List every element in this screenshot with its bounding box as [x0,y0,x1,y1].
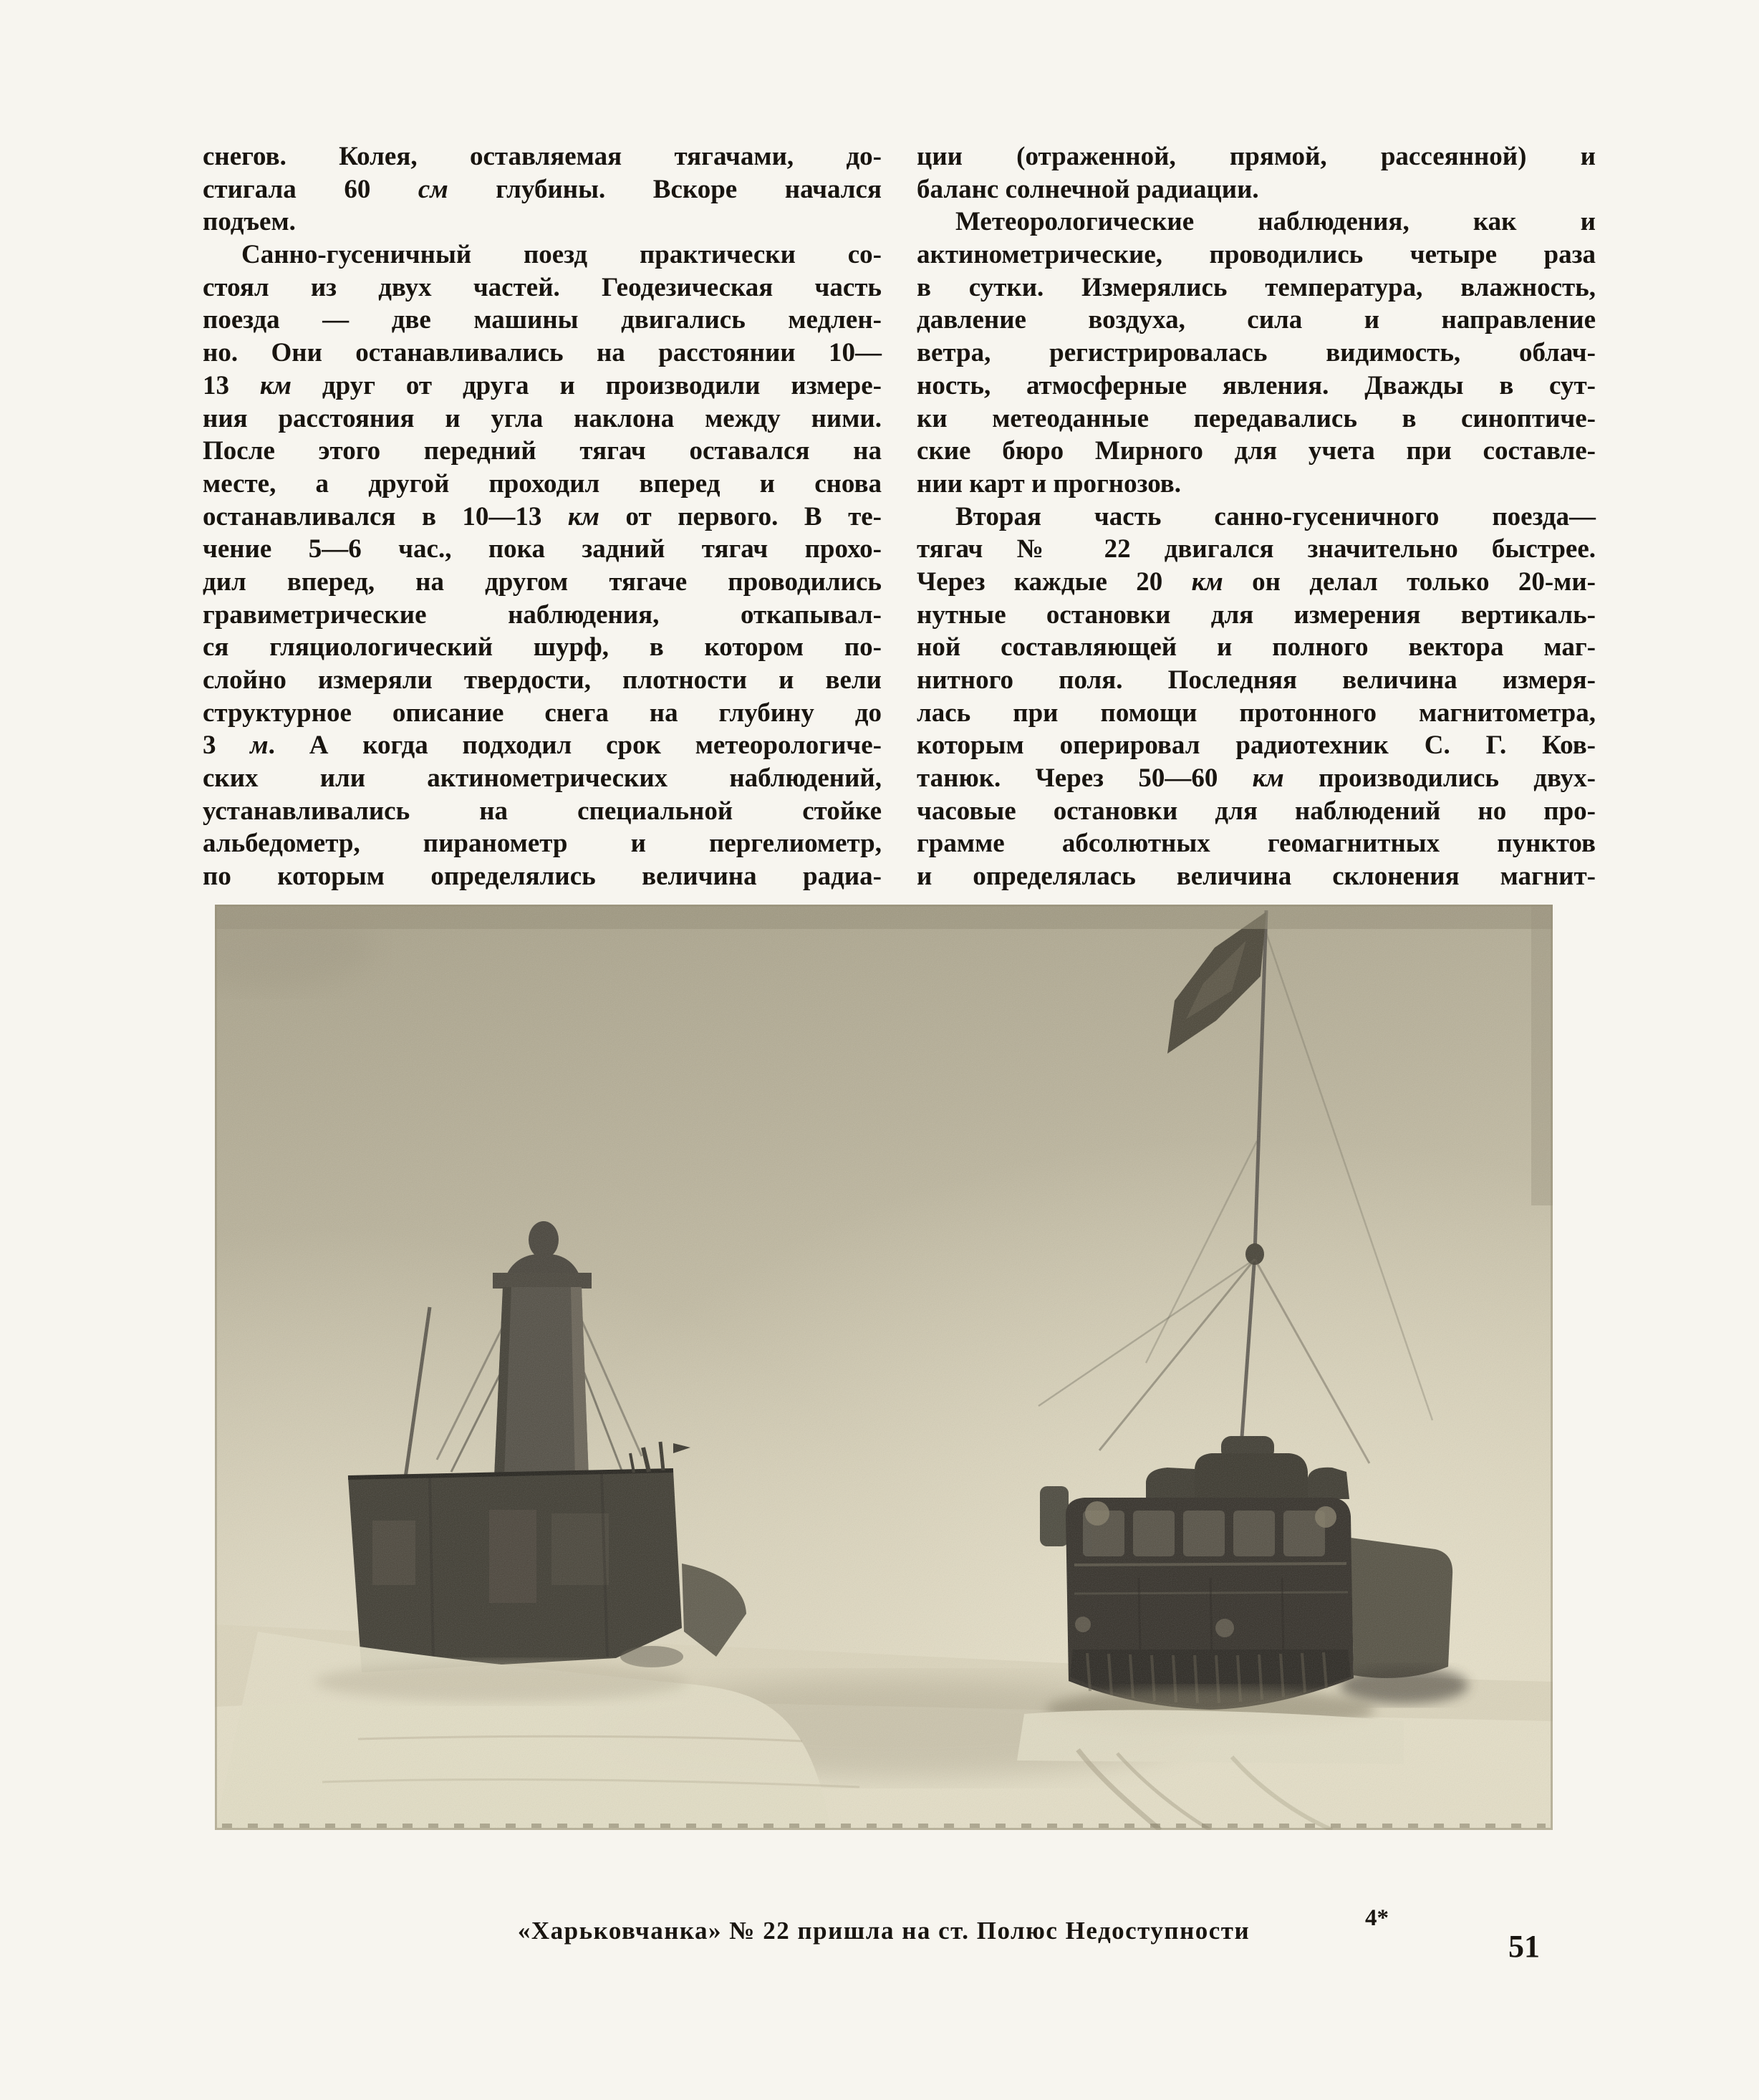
text-line: Вторая часть санно-гусеничного поезда— [955,501,1596,531]
text-line: танюк. Через 50—60 км производились двух- [917,764,1596,794]
text-line: лась при помощи протонного магнитометра, [917,698,1596,728]
signature-mark: 4* [1365,1905,1389,1931]
text-line: стигала 60 см глубины. Вскоре начался [203,174,882,204]
text-line: подъем. [203,207,296,237]
text-line: снегов. Колея, оставляемая тягачами, до- [203,142,882,171]
text-line: После этого передний тягач оставался на [203,436,882,466]
text-line: ной составляющей и полного вектора маг- [917,632,1596,663]
text-line: 3 м. А когда подходил срок метеорологиче- [203,731,882,761]
text-line: и определялась величина склонения магнит- [917,862,1596,892]
text-line: ские бюро Мирного для учета при составле- [917,436,1596,466]
page-number: 51 [1508,1929,1540,1964]
text-line: поезда — две машины двигались медлен- [203,305,882,335]
text-line: часовые остановки для наблюдений но про- [917,796,1596,826]
text-line: 13 км друг от друга и производили измере- [203,370,882,400]
text-line: ских или актинометрических наблюдений, [203,764,882,794]
text-line: ся гляциологический шурф, в котором по- [203,632,882,663]
text-line: ции (отраженной, прямой, рассеянной) и [917,142,1596,171]
text-line: ния расстояния и угла наклона между ними. [203,403,882,433]
text-line: Метеорологические наблюдения, как и [955,207,1596,237]
text-line: но. Они останавливались на расстоянии 10— [203,338,882,368]
text-line: ки метеоданные передавались в синоптиче- [917,403,1596,433]
text-line: структурное описание снега на глубину до [203,698,882,728]
text-line: стоял из двух частей. Геодезическая часть [203,272,882,302]
text-line: тягач № 22 двигался значительно быстрее. [917,534,1596,564]
text-line: нитного поля. Последняя величина измеря- [917,665,1596,695]
text-line: в сутки. Измерялись температура, влажность, [917,272,1596,302]
text-line: грамме абсолютных геомагнитных пунктов [917,829,1596,859]
photo-caption: «Харьковчанка» № 22 пришла на ст. Полюс Недоступности [517,1917,1250,1945]
text-line: давление воздуха, сила и направление [917,305,1596,335]
text-line: актинометрические, проводились четыре раза [917,240,1596,270]
photo-illustration [215,905,1553,1830]
text-line: нии карт и прогнозов. [917,468,1182,498]
left-column [203,140,882,893]
text-line: устанавливались на специальной стойке [203,796,882,826]
text-line: баланс солнечной радиации. [917,174,1259,204]
text-line: ность, атмосферные явления. Дважды в сут- [917,370,1596,400]
text-line: месте, а другой проходил вперед и снова [203,468,882,498]
photo-kharkovchanka-arrival [215,905,1553,1830]
text-line: нутные остановки для измерения вертикаль- [917,599,1596,630]
text-line: слойно измеряли твердости, плотности и вели [203,665,882,695]
text-line: останавливался в 10—13 км от первого. В те- [203,501,882,531]
text-line: Санно-гусеничный поезд практически со- [241,240,882,270]
text-line: чение 5—6 час., пока задний тягач прохо- [203,534,882,564]
text-line: альбедометр, пиранометр и пергелиометр, [203,829,882,859]
text-line: которым оперировал радиотехник С. Г. Ков- [917,731,1596,761]
text-line: по которым определялись величина радиа- [203,862,882,892]
text-line: Через каждые 20 км он делал только 20-ми- [917,567,1596,597]
right-column [917,140,1596,893]
text-line: гравиметрические наблюдения, откапывал- [203,599,882,630]
text-line: ветра, регистрировалась видимость, облач- [917,338,1596,368]
text-line: дил вперед, на другом тягаче проводились [203,567,882,597]
